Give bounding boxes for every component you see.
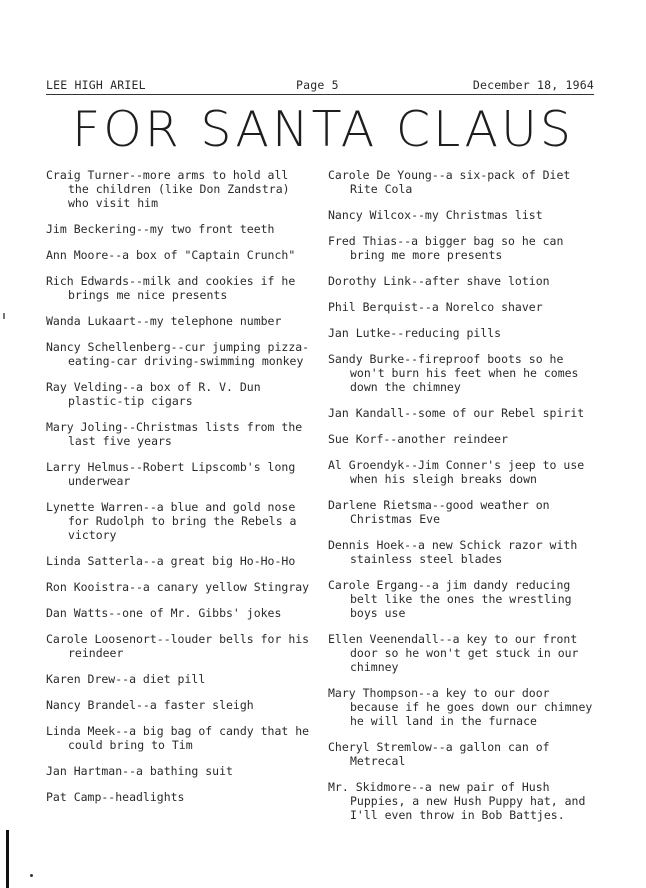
wish-entry: Sandy Burke--fireproof boots so he won't burn his feet when he comes down the chimney bbox=[328, 352, 579, 394]
wish-entry: Mary Thompson--a key to our door because if he goes down our chimney he will land in the furnace bbox=[328, 686, 593, 728]
wish-entry: Nancy Wilcox--my Christmas list bbox=[328, 208, 543, 222]
page-number: Page 5 bbox=[296, 78, 339, 92]
wish-entry: Jan Lutke--reducing pills bbox=[328, 326, 502, 340]
wish-entry: Carole Loosenort--louder bells for his reindeer bbox=[46, 632, 310, 660]
wish-entry: Karen Drew--a diet pill bbox=[46, 672, 206, 686]
wish-entry: Mary Joling--Christmas lists from the last five years bbox=[46, 420, 303, 448]
wish-entry: Ellen Veenendall--a key to our front door so he won't get stuck in our chimney bbox=[328, 632, 579, 674]
wish-entry: Ron Kooistra--a canary yellow Stingray bbox=[46, 580, 310, 594]
wish-entry: Linda Satterla--a great big Ho-Ho-Ho bbox=[46, 554, 296, 568]
wish-entry: Darlene Rietsma--good weather on Christmas Eve bbox=[328, 498, 550, 526]
wish-entry: Phil Berquist--a Norelco shaver bbox=[328, 300, 543, 314]
wish-entry: Nancy Schellenberg--cur jumping pizza-eating-car driving-swimming monkey bbox=[46, 340, 310, 368]
wish-entry: Carole Ergang--a jim dandy reducing belt like the ones the wrestling boys use bbox=[328, 578, 572, 620]
left-column bbox=[46, 168, 314, 816]
scan-dot-mark bbox=[30, 874, 33, 877]
margin-mark bbox=[3, 313, 5, 319]
wish-entry: Dan Watts--one of Mr. Gibbs' jokes bbox=[46, 606, 282, 620]
wish-entry: Cheryl Stremlow--a gallon can of Metrecal bbox=[328, 740, 550, 768]
wish-entry: Ann Moore--a box of "Captain Crunch" bbox=[46, 248, 296, 262]
wish-entry: Mr. Skidmore--a new pair of Hush Puppies, a new Hush Puppy hat, and I'll even throw in Bob Battjes. bbox=[328, 780, 586, 822]
wish-entry: Nancy Brandel--a faster sleigh bbox=[46, 698, 254, 712]
wish-entry: Craig Turner--more arms to hold all the children (like Don Zandstra) who visit him bbox=[46, 168, 290, 210]
wish-entry: Linda Meek--a big bag of candy that he could bring to Tim bbox=[46, 724, 310, 752]
wish-entry: Pat Camp--headlights bbox=[46, 790, 185, 804]
wish-entry: Lynette Warren--a blue and gold nose for Rudolph to bring the Rebels a victory bbox=[46, 500, 297, 542]
wish-entry: Ray Velding--a box of R. V. Dun plastic-tip cigars bbox=[46, 380, 261, 408]
wish-entry: Carole De Young--a six-pack of Diet Rite Cola bbox=[328, 168, 571, 196]
right-column bbox=[328, 168, 598, 834]
paper-name: LEE HIGH ARIEL bbox=[46, 78, 146, 92]
wish-entry: Sue Korf--another reindeer bbox=[328, 432, 509, 446]
header-rule bbox=[46, 94, 594, 95]
wish-entry: Rich Edwards--milk and cookies if he brings me nice presents bbox=[46, 274, 296, 302]
article-title: FOR SANTA CLAUS bbox=[72, 101, 574, 158]
page-header bbox=[46, 78, 594, 94]
wish-entry: Jim Beckering--my two front teeth bbox=[46, 222, 275, 236]
wish-entry: Jan Hartman--a bathing suit bbox=[46, 764, 233, 778]
wish-entry: Al Groendyk--Jim Conner's jeep to use when his sleigh breaks down bbox=[328, 458, 585, 486]
wish-entry: Jan Kandall--some of our Rebel spirit bbox=[328, 406, 585, 420]
wish-entry: Wanda Lukaart--my telephone number bbox=[46, 314, 282, 328]
scan-edge-mark bbox=[6, 830, 9, 888]
wish-entry: Larry Helmus--Robert Lipscomb's long underwear bbox=[46, 460, 296, 488]
wish-entry: Dorothy Link--after shave lotion bbox=[328, 274, 550, 288]
wish-entry: Dennis Hoek--a new Schick razor with stainless steel blades bbox=[328, 538, 578, 566]
issue-date: December 18, 1964 bbox=[472, 78, 594, 92]
wish-entry: Fred Thias--a bigger bag so he can bring me more presents bbox=[328, 234, 564, 262]
